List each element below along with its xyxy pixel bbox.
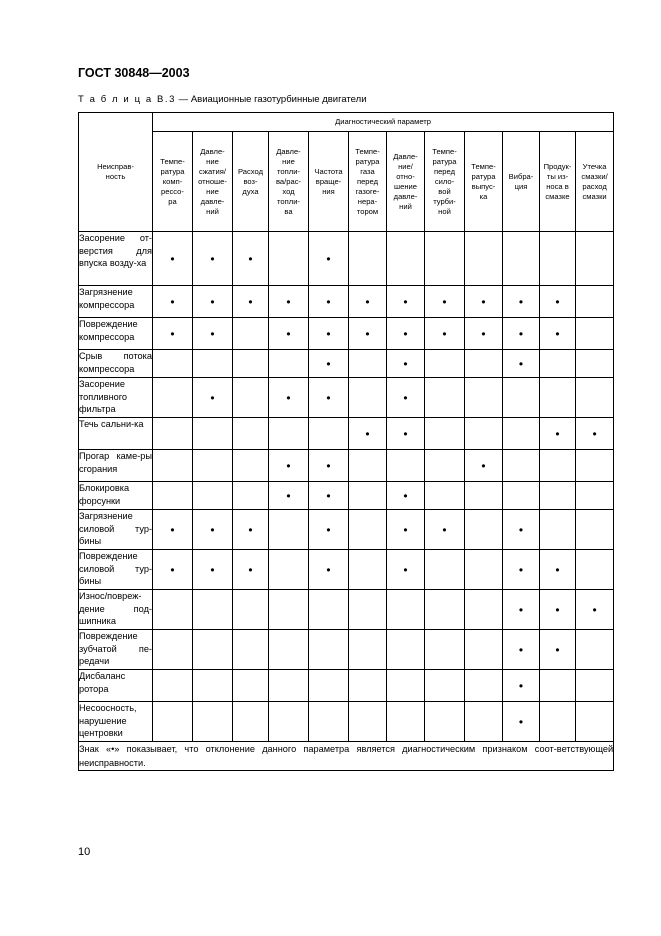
mark-cell: • [425, 286, 465, 318]
mark-cell: • [503, 350, 540, 378]
mark-cell [576, 318, 614, 350]
mark-cell: • [349, 418, 387, 450]
mark-cell [349, 510, 387, 550]
mark-cell: • [540, 418, 576, 450]
mark-cell: • [193, 232, 233, 286]
mark-cell [465, 378, 503, 418]
mark-cell [193, 670, 233, 702]
mark-cell: • [503, 318, 540, 350]
mark-cell [153, 350, 193, 378]
fault-name: Повреждение компрессора [79, 318, 153, 350]
mark-cell [309, 670, 349, 702]
mark-cell: • [465, 318, 503, 350]
table-row [79, 350, 614, 378]
parameter-header-5: Частота враще- ния [309, 132, 349, 232]
mark-cell [269, 350, 309, 378]
mark-cell: • [349, 286, 387, 318]
mark-cell [465, 702, 503, 742]
fault-name: Износ/повреж-дение под-шипника [79, 590, 153, 630]
table-caption-title: — Авиационные газотурбинные двигатели [176, 94, 367, 105]
mark-cell: • [425, 318, 465, 350]
fault-column-header: Неисправ- ность [79, 113, 153, 232]
mark-cell: • [503, 590, 540, 630]
mark-cell [233, 630, 269, 670]
parameter-header-2: Давле- ние сжатия/ отноше- ние давле- ний [193, 132, 233, 232]
mark-cell: • [540, 286, 576, 318]
mark-cell: • [387, 510, 425, 550]
mark-cell [540, 350, 576, 378]
mark-cell: • [153, 286, 193, 318]
mark-cell [503, 418, 540, 450]
mark-cell [576, 286, 614, 318]
mark-cell: • [233, 510, 269, 550]
mark-cell: • [309, 232, 349, 286]
mark-cell: • [153, 510, 193, 550]
mark-cell [349, 590, 387, 630]
mark-cell [540, 702, 576, 742]
mark-cell: • [193, 286, 233, 318]
mark-cell: • [309, 378, 349, 418]
mark-cell: • [193, 510, 233, 550]
mark-cell [193, 482, 233, 510]
mark-cell: • [153, 318, 193, 350]
mark-cell: • [540, 590, 576, 630]
mark-cell [349, 670, 387, 702]
mark-cell: • [540, 550, 576, 590]
mark-cell [576, 378, 614, 418]
mark-cell [309, 702, 349, 742]
mark-cell [425, 670, 465, 702]
mark-cell [425, 482, 465, 510]
mark-cell: • [387, 378, 425, 418]
mark-cell [233, 482, 269, 510]
mark-cell [349, 232, 387, 286]
mark-cell [193, 630, 233, 670]
diagnostic-parameter-header: Диагностический параметр [153, 113, 614, 132]
mark-cell: • [387, 286, 425, 318]
mark-cell [153, 630, 193, 670]
mark-cell: • [540, 630, 576, 670]
parameter-header-11: Продук- ты из- носа в смазке [540, 132, 576, 232]
table-note: Знак «•» показывает, что отклонение данного параметра является диагностическим признаком соот-ветствующей неисправности. [79, 742, 614, 771]
mark-cell: • [465, 286, 503, 318]
mark-cell [387, 450, 425, 482]
parameter-header-8: Темпе- ратура перед сило- вой турби- ной [425, 132, 465, 232]
table-row [79, 630, 614, 670]
mark-cell: • [153, 232, 193, 286]
mark-cell [387, 630, 425, 670]
note-row [79, 742, 614, 771]
mark-cell: • [233, 232, 269, 286]
mark-cell [540, 510, 576, 550]
mark-cell: • [540, 318, 576, 350]
mark-cell [465, 350, 503, 378]
mark-cell [233, 318, 269, 350]
fault-name: Дисбаланс ротора [79, 670, 153, 702]
mark-cell [153, 670, 193, 702]
fault-name: Засорение топливного фильтра [79, 378, 153, 418]
mark-cell: • [233, 286, 269, 318]
mark-cell [425, 550, 465, 590]
fault-name: Блокировка форсунки [79, 482, 153, 510]
table-row [79, 450, 614, 482]
parameter-header-9: Темпе- ратура выпус- ка [465, 132, 503, 232]
mark-cell [153, 482, 193, 510]
table-row [79, 418, 614, 450]
table-body [79, 232, 614, 771]
table-row [79, 590, 614, 630]
mark-cell: • [503, 510, 540, 550]
mark-cell [269, 550, 309, 590]
mark-cell [233, 590, 269, 630]
mark-cell: • [503, 670, 540, 702]
mark-cell [269, 232, 309, 286]
mark-cell [576, 350, 614, 378]
mark-cell [503, 482, 540, 510]
mark-cell [465, 418, 503, 450]
mark-cell [540, 482, 576, 510]
mark-cell [576, 510, 614, 550]
mark-cell [387, 702, 425, 742]
mark-cell [425, 418, 465, 450]
mark-cell: • [503, 630, 540, 670]
mark-cell [576, 232, 614, 286]
mark-cell [193, 702, 233, 742]
mark-cell [465, 482, 503, 510]
mark-cell [503, 378, 540, 418]
mark-cell [309, 630, 349, 670]
mark-cell [425, 350, 465, 378]
mark-cell [233, 670, 269, 702]
table-row [79, 702, 614, 742]
mark-cell [540, 378, 576, 418]
fault-name: Несоосность, нарушение центровки [79, 702, 153, 742]
mark-cell [387, 670, 425, 702]
mark-cell [309, 418, 349, 450]
mark-cell [349, 350, 387, 378]
mark-cell [576, 482, 614, 510]
diagnostic-table [78, 112, 614, 771]
mark-cell: • [269, 286, 309, 318]
mark-cell [349, 450, 387, 482]
mark-cell [269, 702, 309, 742]
table-row [79, 286, 614, 318]
mark-cell [153, 418, 193, 450]
mark-cell: • [387, 482, 425, 510]
mark-cell: • [309, 318, 349, 350]
mark-cell [349, 702, 387, 742]
mark-cell: • [309, 286, 349, 318]
mark-cell [425, 450, 465, 482]
mark-cell [503, 450, 540, 482]
mark-cell: • [349, 318, 387, 350]
mark-cell: • [269, 318, 309, 350]
table-row [79, 232, 614, 286]
parameter-header-6: Темпе- ратура газа перед газоге- нера- тором [349, 132, 387, 232]
mark-cell: • [269, 378, 309, 418]
mark-cell: • [387, 550, 425, 590]
mark-cell [233, 378, 269, 418]
mark-cell [465, 670, 503, 702]
mark-cell: • [387, 318, 425, 350]
mark-cell [387, 232, 425, 286]
mark-cell [576, 702, 614, 742]
mark-cell [233, 418, 269, 450]
mark-cell [193, 418, 233, 450]
mark-cell [153, 378, 193, 418]
mark-cell [349, 630, 387, 670]
mark-cell [349, 482, 387, 510]
parameter-header-12: Утечка смазки/ расход смазки [576, 132, 614, 232]
page-number: 10 [78, 846, 91, 858]
mark-cell: • [576, 590, 614, 630]
mark-cell: • [269, 482, 309, 510]
table-caption-label: Т а б л и ц а В.3 [78, 94, 177, 105]
mark-cell [387, 590, 425, 630]
mark-cell [425, 630, 465, 670]
mark-cell [269, 630, 309, 670]
mark-cell [465, 510, 503, 550]
parameter-header-10: Вибра- ция [503, 132, 540, 232]
parameter-header-7: Давле- ние/ отно- шение давле- ний [387, 132, 425, 232]
mark-cell [503, 232, 540, 286]
mark-cell [193, 350, 233, 378]
parameter-header-4: Давле- ние топли- ва/рас- ход топли- ва [269, 132, 309, 232]
mark-cell [193, 590, 233, 630]
mark-cell [193, 450, 233, 482]
table-row [79, 510, 614, 550]
mark-cell [233, 350, 269, 378]
mark-cell: • [425, 510, 465, 550]
table-header-row [79, 113, 614, 132]
table-row [79, 378, 614, 418]
fault-name: Повреждение зубчатой пе-редачи [79, 630, 153, 670]
mark-cell: • [153, 550, 193, 590]
parameter-header-row [79, 132, 614, 232]
fault-name: Повреждение силовой тур-бины [79, 550, 153, 590]
mark-cell: • [193, 318, 233, 350]
fault-name: Загрязнение компрессора [79, 286, 153, 318]
mark-cell [465, 550, 503, 590]
mark-cell: • [309, 350, 349, 378]
mark-cell: • [503, 286, 540, 318]
parameter-header-3: Расход воз- духа [233, 132, 269, 232]
mark-cell [269, 670, 309, 702]
mark-cell [233, 450, 269, 482]
mark-cell [540, 450, 576, 482]
mark-cell [153, 702, 193, 742]
table-row [79, 482, 614, 510]
mark-cell [465, 630, 503, 670]
mark-cell: • [387, 418, 425, 450]
mark-cell [269, 510, 309, 550]
mark-cell [576, 630, 614, 670]
mark-cell: • [309, 550, 349, 590]
fault-name: Загрязнение силовой тур-бины [79, 510, 153, 550]
mark-cell [465, 232, 503, 286]
mark-cell [233, 702, 269, 742]
mark-cell: • [309, 510, 349, 550]
fault-name: Течь сальни-ка [79, 418, 153, 450]
mark-cell [576, 450, 614, 482]
mark-cell: • [309, 450, 349, 482]
mark-cell: • [503, 702, 540, 742]
mark-cell [309, 590, 349, 630]
mark-cell [269, 590, 309, 630]
mark-cell [269, 418, 309, 450]
mark-cell [425, 232, 465, 286]
mark-cell: • [269, 450, 309, 482]
table-row [79, 550, 614, 590]
document-code: ГОСТ 30848—2003 [78, 66, 190, 80]
mark-cell [465, 590, 503, 630]
table-row [79, 670, 614, 702]
mark-cell: • [465, 450, 503, 482]
table-row [79, 318, 614, 350]
mark-cell: • [233, 550, 269, 590]
parameter-header-1: Темпе- ратура комп- рессо- ра [153, 132, 193, 232]
mark-cell [576, 550, 614, 590]
mark-cell: • [193, 378, 233, 418]
mark-cell: • [193, 550, 233, 590]
mark-cell [153, 590, 193, 630]
mark-cell: • [503, 550, 540, 590]
fault-name: Срыв потока компрессора [79, 350, 153, 378]
mark-cell: • [387, 350, 425, 378]
mark-cell: • [576, 418, 614, 450]
mark-cell [349, 378, 387, 418]
mark-cell [425, 590, 465, 630]
mark-cell [540, 670, 576, 702]
mark-cell [349, 550, 387, 590]
mark-cell [540, 232, 576, 286]
mark-cell [425, 378, 465, 418]
mark-cell [153, 450, 193, 482]
mark-cell [425, 702, 465, 742]
mark-cell: • [309, 482, 349, 510]
fault-name: Прогар каме-ры сгорания [79, 450, 153, 482]
fault-name: Засорение от-верстия для впуска возду-ха [79, 232, 153, 286]
table-caption [78, 94, 367, 105]
mark-cell [576, 670, 614, 702]
